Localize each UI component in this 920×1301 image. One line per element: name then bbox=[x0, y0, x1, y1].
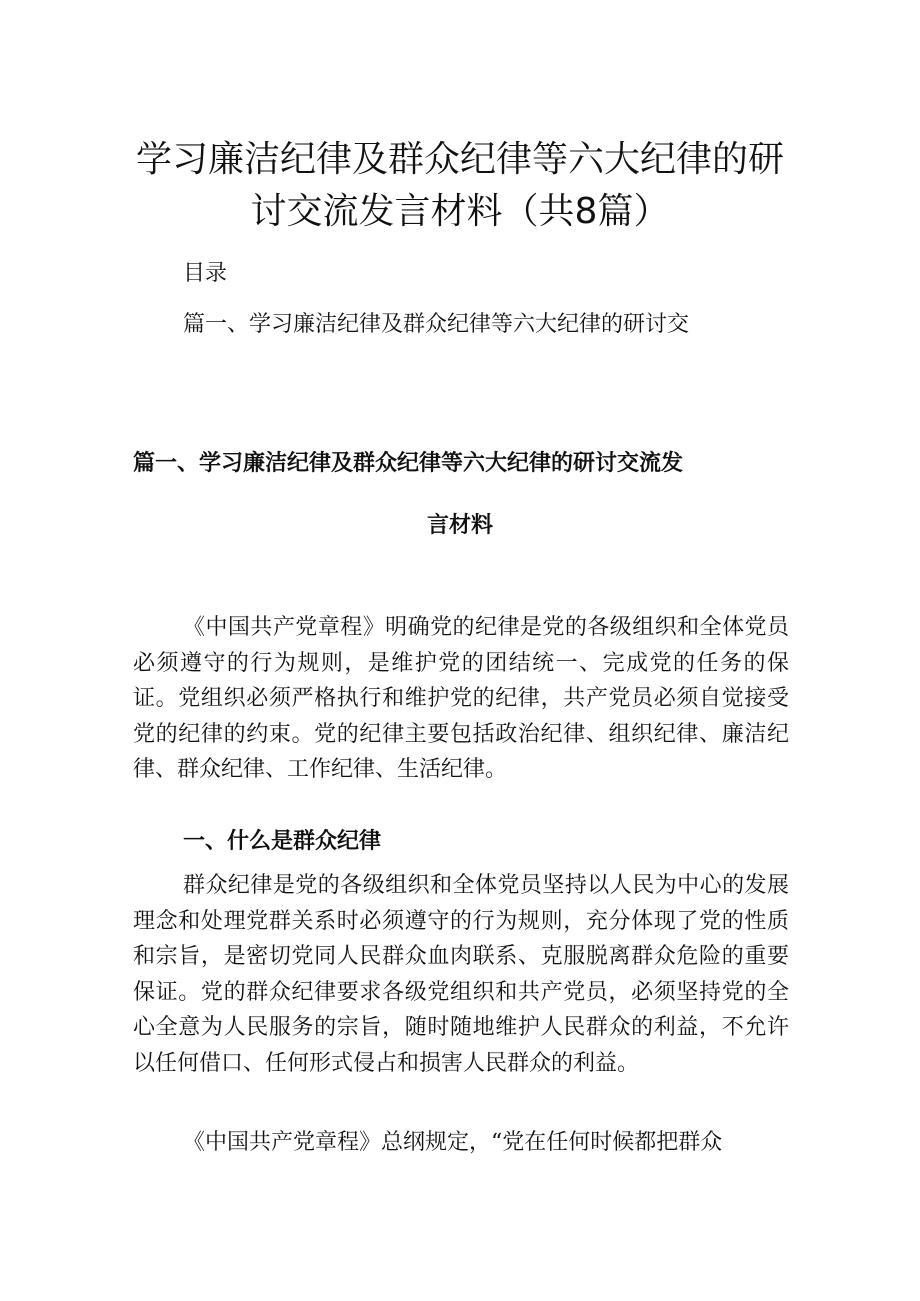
body-paragraph-3: 《中国共产党章程》总纲规定，“党在任何时候都把群众 bbox=[183, 1130, 723, 1155]
document-title-line-2: 讨交流发言材料（共8篇） bbox=[250, 191, 670, 232]
body-paragraph-2: 群众纪律是党的各级组织和全体党员坚持以人民为中心的发展理念和处理党群关系时必须遵守的行为规则，充分体现了党的性质和宗旨，是密切党同人民群众血肉联系、克服脱离群众危险的重要保证。党的群众纪律要求各级党组织和共产党员，必须坚持党的全心全意为人民服务的宗旨，随时随地维护人民群众的利益，不允许以任何借口、任何形式侵占和损害人民群众的利益。 bbox=[133, 873, 789, 1076]
subheading-mass-discipline: 一、什么是群众纪律 bbox=[183, 829, 382, 854]
document-title-line-1: 学习廉洁纪律及群众纪律等六大纪律的研 bbox=[135, 139, 784, 180]
toc-heading: 目录 bbox=[183, 261, 228, 286]
body-paragraph-1: 《中国共产党章程》明确党的纪律是党的各级组织和全体党员必须遵守的行为规则，是维护党的团结统一、完成党的任务的保证。党组织必须严格执行和维护党的纪律，共产党员必须自觉接受党的纪律的约束。党的纪律主要包括政治纪律、组织纪律、廉洁纪律、群众纪律、工作纪律、生活纪律。 bbox=[133, 615, 789, 782]
section-heading-line-1: 篇一、学习廉洁纪律及群众纪律等六大纪律的研讨交流发 bbox=[133, 451, 684, 476]
toc-item-1[interactable]: 篇一、学习廉洁纪律及群众纪律等六大纪律的研讨交 bbox=[183, 312, 690, 337]
section-heading-line-2: 言材料 bbox=[426, 513, 493, 538]
